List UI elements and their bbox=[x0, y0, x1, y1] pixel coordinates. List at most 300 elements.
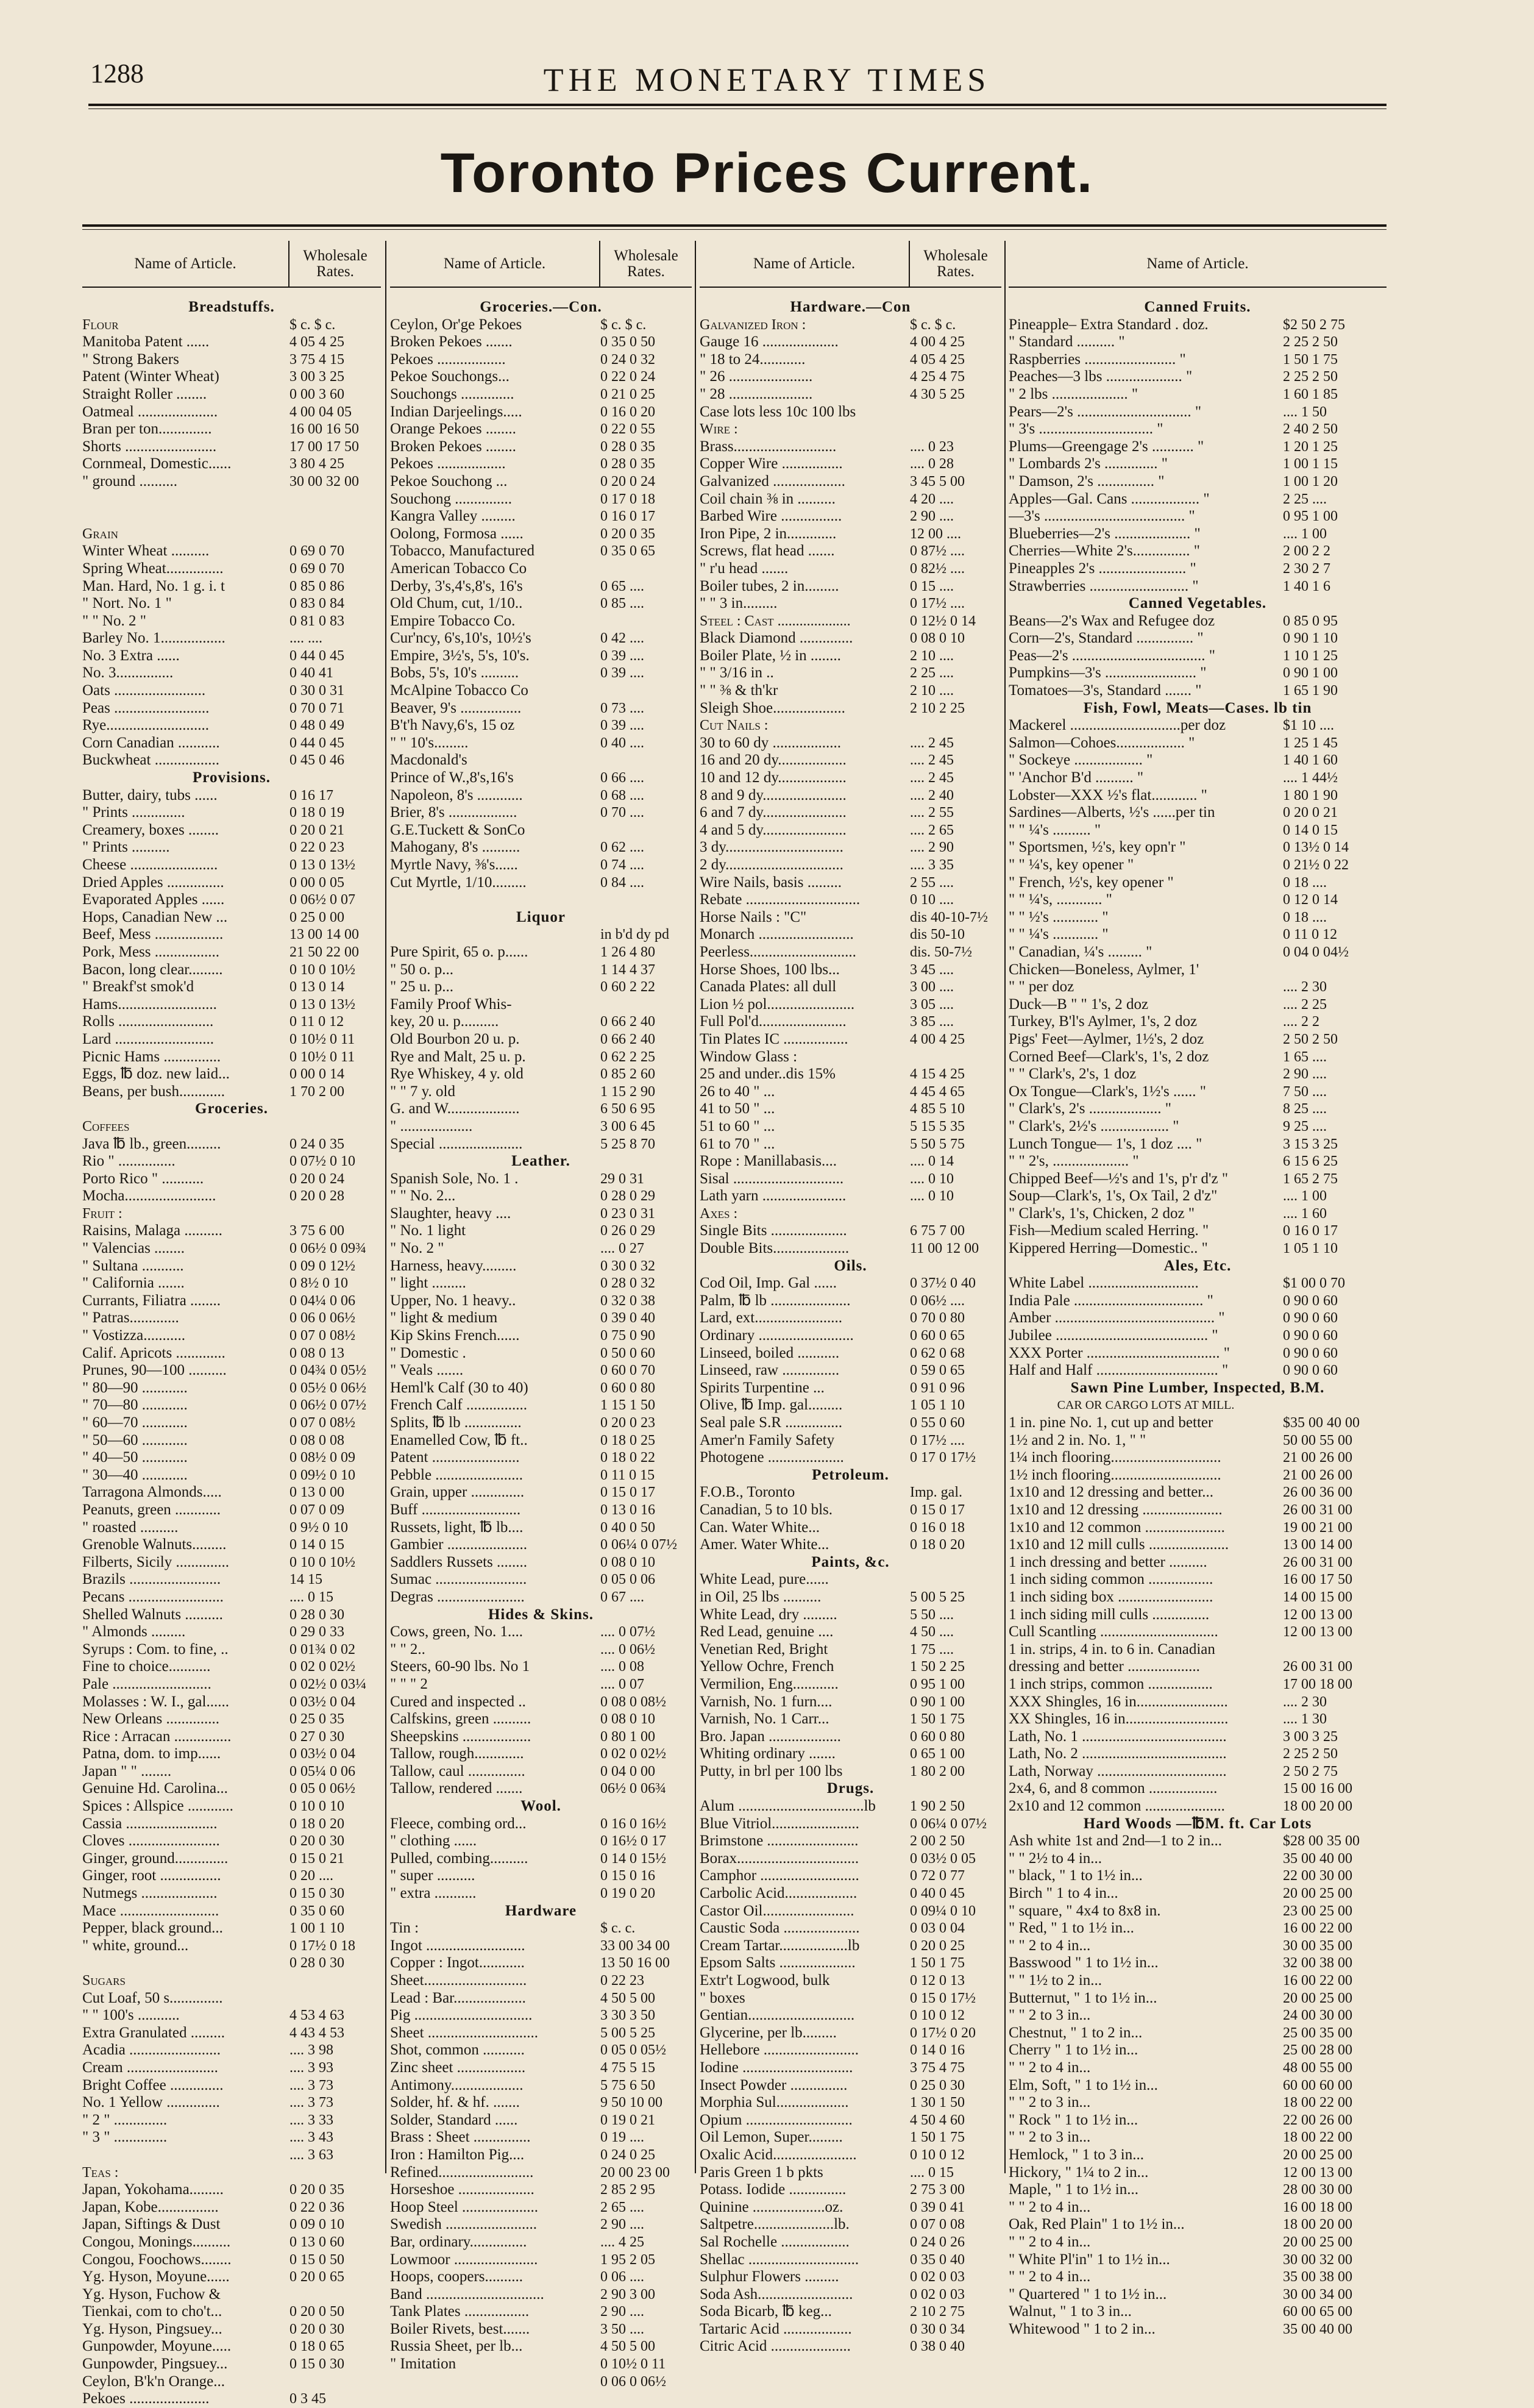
article-name: Boiler Rivets, best....... bbox=[390, 2320, 530, 2337]
column-header-name: Name of Article. bbox=[1146, 255, 1249, 272]
article-name: " " 2 to 4 in... bbox=[1009, 2233, 1091, 2250]
price-row bbox=[700, 1815, 1001, 1833]
price-row bbox=[390, 404, 692, 421]
price-row bbox=[700, 404, 1001, 421]
price-row bbox=[700, 2216, 1001, 2234]
price-row bbox=[700, 491, 1001, 508]
price-row bbox=[1009, 2059, 1387, 2077]
wholesale-rate: 0 13 0 13½ bbox=[289, 857, 355, 873]
wholesale-rate: 0 65 1 00 bbox=[910, 1746, 965, 1762]
column-header-name: Name of Article. bbox=[134, 255, 236, 272]
article-name: Prince of W.,8's,16's bbox=[390, 769, 514, 786]
article-name: Degras ....................... bbox=[390, 1588, 525, 1605]
article-name: Lunch Tongue— 1's, 1 doz .... " bbox=[1009, 1135, 1202, 1152]
wholesale-rate: 0 15 .... bbox=[910, 578, 954, 594]
wholesale-rate: 0 17½ 0 18 bbox=[289, 1937, 355, 1954]
price-row bbox=[700, 700, 1001, 718]
wholesale-rate: 1 60 1 85 bbox=[1283, 386, 1338, 402]
article-name: Corn—2's, Standard ............... " bbox=[1009, 630, 1204, 647]
article-name: " " 2 to 4 in... bbox=[1009, 2059, 1091, 2076]
price-row bbox=[1009, 1711, 1387, 1728]
wholesale-rate: 0 70 0 71 bbox=[289, 700, 344, 716]
wholesale-rate: 0 3 45 bbox=[289, 2391, 326, 2407]
price-row bbox=[82, 1623, 381, 1641]
wholesale-rate: .... 3 73 bbox=[289, 2095, 333, 2111]
price-row bbox=[700, 1623, 1001, 1641]
article-name: Boiler tubes, 2 in......... bbox=[700, 577, 839, 594]
article-name: Filberts, Sicily .............. bbox=[82, 1553, 229, 1570]
article-name: Bro. Japan ................... bbox=[700, 1728, 841, 1745]
article-name: Lowmoor ...................... bbox=[390, 2251, 538, 2268]
price-row bbox=[390, 578, 692, 596]
article-name: Upper, No. 1 heavy.. bbox=[390, 1292, 516, 1309]
price-row bbox=[82, 1694, 381, 1711]
wholesale-rate: 0 09½ 0 10 bbox=[289, 1467, 355, 1483]
price-row bbox=[700, 333, 1001, 351]
article-name: Half and Half ................................ " bbox=[1009, 1362, 1229, 1379]
wholesale-rate: 16 00 16 50 bbox=[289, 421, 359, 438]
wholesale-rate: 0 04 0 04½ bbox=[1283, 944, 1349, 960]
wholesale-rate: $ c. $ c. bbox=[910, 316, 956, 333]
article-name: Paints, &c. bbox=[811, 1553, 890, 1570]
wholesale-rate: 0 07 0 08½ bbox=[289, 1415, 355, 1431]
price-row bbox=[390, 1676, 692, 1694]
article-name: Lard .......................... bbox=[82, 1030, 214, 1047]
wholesale-rate: 13 00 14 00 bbox=[289, 927, 359, 943]
wholesale-rate: 2 50 2 50 bbox=[1283, 1031, 1338, 1047]
article-name: Cherry " 1 to 1½ in... bbox=[1009, 2042, 1138, 2059]
price-row bbox=[390, 735, 692, 752]
price-row bbox=[82, 2390, 381, 2408]
wholesale-rate: 0 05 0 06½ bbox=[289, 1781, 355, 1797]
wholesale-rate: 2 00 2 50 bbox=[910, 1833, 965, 1850]
price-row bbox=[1009, 578, 1387, 596]
wholesale-rate: 0 07 0 09 bbox=[289, 1501, 344, 1518]
wholesale-rate: 18 00 22 00 bbox=[1283, 2129, 1352, 2146]
wholesale-rate: 0 18 0 65 bbox=[289, 2339, 344, 2355]
wholesale-rate: 3 45 .... bbox=[910, 961, 954, 978]
price-row bbox=[390, 2338, 692, 2356]
wholesale-rate: .... 3 35 bbox=[910, 857, 954, 873]
section-heading bbox=[700, 1467, 1001, 1484]
article-name: Steers, 60-90 lbs. No 1 bbox=[390, 1658, 530, 1675]
price-row bbox=[700, 926, 1001, 944]
price-row bbox=[390, 2094, 692, 2112]
article-name: Broken Pekoes ....... bbox=[390, 333, 513, 351]
price-row bbox=[82, 2094, 381, 2112]
article-name: Pineapple– Extra Standard . doz. bbox=[1009, 316, 1209, 333]
price-row bbox=[390, 543, 692, 560]
wholesale-rate: 0 20 0 50 bbox=[289, 2304, 344, 2320]
article-name: Chipped Beef—½'s and 1's, p'r d'z " bbox=[1009, 1170, 1229, 1187]
price-row bbox=[1009, 1903, 1387, 1920]
article-name: India Pale .................................. " bbox=[1009, 1292, 1213, 1309]
wholesale-rate: 1 30 1 50 bbox=[910, 2095, 965, 2111]
price-row bbox=[1009, 874, 1387, 892]
article-name: Yg. Hyson, Pingsuey... bbox=[82, 2320, 222, 2337]
price-row bbox=[1009, 2007, 1387, 2025]
article-name: Rice : Arracan ............... bbox=[82, 1728, 232, 1745]
page-title: Toronto Prices Current. bbox=[440, 142, 1094, 204]
article-name: " 2 " .............. bbox=[82, 2111, 168, 2128]
article-name: Band ............................... bbox=[390, 2285, 544, 2303]
article-name: No. 3 Extra ...... bbox=[82, 647, 180, 664]
article-name: Borax................................ bbox=[700, 1850, 859, 1867]
price-row bbox=[700, 1867, 1001, 1885]
price-row bbox=[1009, 1641, 1387, 1659]
price-row bbox=[1009, 1990, 1387, 2007]
price-row bbox=[700, 2268, 1001, 2286]
wholesale-rate: 1 95 2 05 bbox=[600, 2251, 655, 2268]
price-row bbox=[700, 368, 1001, 386]
wholesale-rate: 0 07½ 0 10 bbox=[289, 1153, 355, 1170]
wholesale-rate: 5 00 5 25 bbox=[910, 1589, 965, 1605]
article-name: Peerless............................ bbox=[700, 943, 856, 960]
article-name: Wool. bbox=[520, 1798, 561, 1815]
price-row bbox=[390, 2077, 692, 2095]
wholesale-rate: 0 13 0 14 bbox=[289, 979, 344, 996]
article-name: 16 and 20 dy.................. bbox=[700, 752, 847, 769]
wholesale-rate: 0 16 0 17 bbox=[600, 508, 655, 525]
price-row bbox=[390, 1066, 692, 1083]
wholesale-rate: 0 69 0 70 bbox=[289, 560, 344, 577]
article-name: " Breakf'st smok'd bbox=[82, 978, 194, 996]
article-name: " Sockeye .................. " bbox=[1009, 752, 1153, 769]
article-name: Insect Powder ............... bbox=[700, 2076, 848, 2093]
article-name: Quinine ...................oz. bbox=[700, 2198, 843, 2215]
price-row bbox=[700, 1728, 1001, 1746]
price-row bbox=[82, 1467, 381, 1484]
wholesale-rate: 0 03½ 0 04 bbox=[289, 1746, 355, 1762]
article-name: " " 2's, .................... " bbox=[1009, 1153, 1139, 1170]
article-name: Raspberries ........................ " bbox=[1009, 351, 1186, 368]
article-name: Canned Fruits. bbox=[1144, 299, 1251, 315]
section-heading bbox=[82, 769, 381, 787]
wholesale-rate: 0 16 17 bbox=[289, 787, 333, 803]
price-row bbox=[1009, 978, 1387, 996]
wholesale-rate: 0 09 0 12½ bbox=[289, 1258, 355, 1274]
section-heading bbox=[390, 1606, 692, 1624]
article-name: Rye Whiskey, 4 y. old bbox=[390, 1066, 524, 1083]
price-row bbox=[700, 839, 1001, 857]
article-name: Pekoes ..................... bbox=[82, 2390, 210, 2407]
price-row bbox=[82, 1798, 381, 1815]
wholesale-rate: 26 00 36 00 bbox=[1283, 1484, 1352, 1501]
wholesale-rate: 0 60 0 80 bbox=[600, 1380, 655, 1396]
wholesale-rate: .... 3 98 bbox=[289, 2042, 333, 2059]
price-row bbox=[390, 1222, 692, 1240]
price-row bbox=[700, 1049, 1001, 1066]
price-row bbox=[82, 1309, 381, 1327]
article-name: " White Pl'in" 1 to 1½ in... bbox=[1009, 2251, 1170, 2268]
article-name: New Orleans .............. bbox=[82, 1711, 219, 1728]
article-name: Gentian............................ bbox=[700, 2007, 855, 2024]
article-name: Antimony................... bbox=[390, 2076, 524, 2093]
price-row bbox=[390, 2321, 692, 2339]
article-name: Basswood " 1 to 1½ in... bbox=[1009, 1954, 1159, 1972]
wholesale-rate: 0 28 0 30 bbox=[289, 1955, 344, 1972]
wholesale-rate: .... 2 2 bbox=[1283, 1014, 1319, 1030]
article-name: Lath yarn ...................... bbox=[700, 1188, 847, 1205]
article-name: Can. Water White... bbox=[700, 1519, 820, 1536]
article-name: —3's ..................................... " bbox=[1009, 508, 1195, 525]
wholesale-rate: 5 00 5 25 bbox=[600, 2025, 655, 2041]
article-name: Wire : bbox=[700, 421, 738, 438]
column-divider bbox=[695, 241, 696, 2173]
price-row bbox=[390, 857, 692, 874]
price-row bbox=[390, 2373, 692, 2391]
article-name: Buckwheat ................. bbox=[82, 752, 219, 769]
article-name: " roasted .......... bbox=[82, 1519, 179, 1536]
price-row bbox=[82, 1536, 381, 1554]
category-row bbox=[82, 525, 381, 543]
article-name: Syrups : Com. to fine, .. bbox=[82, 1640, 229, 1658]
price-row bbox=[82, 1049, 381, 1066]
price-row bbox=[82, 1066, 381, 1083]
article-name: Pulled, combing.......... bbox=[390, 1850, 528, 1867]
price-row bbox=[390, 2216, 692, 2234]
wholesale-rate: 1 50 1 75 bbox=[910, 1955, 965, 1972]
article-name: Walnut, " 1 to 3 in... bbox=[1009, 2303, 1132, 2320]
wholesale-rate: .... 0 10 bbox=[910, 1188, 954, 1205]
wholesale-rate: 35 00 40 00 bbox=[1283, 2321, 1352, 2337]
price-row bbox=[700, 961, 1001, 979]
article-name: Sisal ............................. bbox=[700, 1170, 844, 1187]
wholesale-rate: 0 90 0 60 bbox=[1283, 1292, 1338, 1309]
wholesale-rate: 0 37½ 0 40 bbox=[910, 1275, 976, 1292]
price-column-4 bbox=[1009, 241, 1387, 2338]
wholesale-rate: 0 15 0 16 bbox=[600, 1868, 655, 1884]
article-name: Heml'k Calf (30 to 40) bbox=[390, 1379, 528, 1396]
wholesale-rate: 0 06½ 0 07 bbox=[289, 892, 355, 908]
price-row bbox=[82, 664, 381, 682]
wholesale-rate: 0 39 .... bbox=[600, 665, 644, 682]
price-row bbox=[82, 2007, 381, 2025]
article-name: Camphor .......................... bbox=[700, 1867, 859, 1884]
price-row bbox=[390, 1728, 692, 1746]
price-row bbox=[1009, 1676, 1387, 1694]
wholesale-rate: 0 62 2 25 bbox=[600, 1049, 655, 1065]
article-name: Canada Plates: all dull bbox=[700, 978, 837, 996]
article-name: " Imitation bbox=[390, 2356, 456, 2373]
article-name: Strawberries .......................... " bbox=[1009, 577, 1199, 594]
article-name: Lard, ext....................... bbox=[700, 1309, 842, 1327]
article-name: Tank Plates ................. bbox=[390, 2303, 530, 2320]
column-header-rates: Wholesale Rates. bbox=[599, 241, 692, 287]
wholesale-rate: 1 10 1 25 bbox=[1283, 647, 1338, 664]
price-row bbox=[82, 630, 381, 647]
price-row bbox=[700, 2077, 1001, 2095]
price-row bbox=[700, 769, 1001, 787]
wholesale-rate: .... 0 15 bbox=[910, 2164, 954, 2181]
price-row bbox=[700, 822, 1001, 839]
article-name: Liquor bbox=[516, 908, 566, 925]
article-name: Grain, upper .............. bbox=[390, 1484, 525, 1501]
article-name: White Lead, pure...... bbox=[700, 1571, 829, 1588]
price-row bbox=[700, 1118, 1001, 1136]
wholesale-rate: 0 8½ 0 10 bbox=[289, 1275, 348, 1292]
wholesale-rate: .... 0 10 bbox=[910, 1170, 954, 1187]
article-name: Rope : Manillabasis.... bbox=[700, 1153, 837, 1170]
article-name: Soup—Clark's, 1's, Ox Tail, 2 d'z" bbox=[1009, 1188, 1218, 1205]
article-name: Canned Vegetables. bbox=[1128, 595, 1267, 612]
article-name: Teas : bbox=[82, 2164, 119, 2181]
article-name: Olive, ℔ Imp. gal......... bbox=[700, 1397, 843, 1414]
price-row bbox=[1009, 2042, 1387, 2059]
article-name: Mace .......................... bbox=[82, 1902, 219, 1919]
wholesale-rate: 06½ 0 06¾ bbox=[600, 1781, 666, 1797]
wholesale-rate: 16 00 18 00 bbox=[1283, 2199, 1352, 2215]
price-row bbox=[390, 717, 692, 735]
article-name: " " 7 y. old bbox=[390, 1083, 455, 1100]
article-name: Kippered Herring—Domestic.. " bbox=[1009, 1240, 1208, 1257]
wholesale-rate: 28 00 30 00 bbox=[1283, 2182, 1352, 2198]
wholesale-rate: 0 17 0 17½ bbox=[910, 1450, 976, 1466]
article-name: Ox Tongue—Clark's, 1½'s ...... " bbox=[1009, 1083, 1206, 1100]
wholesale-rate: 0 05 0 06 bbox=[600, 1572, 655, 1588]
wholesale-rate: 21 00 26 00 bbox=[1283, 1450, 1352, 1466]
price-row bbox=[1009, 560, 1387, 578]
price-row bbox=[82, 1711, 381, 1728]
price-row bbox=[700, 1676, 1001, 1694]
wholesale-rate: 5 25 8 70 bbox=[600, 1136, 655, 1152]
wholesale-rate: 0 18 .... bbox=[1283, 909, 1327, 925]
article-name: Harness, heavy......... bbox=[390, 1257, 517, 1274]
price-row bbox=[1009, 1972, 1387, 1990]
price-row bbox=[82, 874, 381, 892]
article-name: " 70—80 ............ bbox=[82, 1397, 188, 1414]
price-row bbox=[82, 2234, 381, 2251]
price-row bbox=[390, 2059, 692, 2077]
article-name: 51 to 60 " ... bbox=[700, 1117, 775, 1135]
wholesale-rate: 2 90 .... bbox=[600, 2217, 644, 2233]
article-name: " Rock " 1 to 1½ in... bbox=[1009, 2111, 1138, 2128]
price-row bbox=[1009, 404, 1387, 421]
price-row bbox=[82, 787, 381, 805]
article-name: Grenoble Walnuts......... bbox=[82, 1536, 227, 1553]
article-name: Photogene .................... bbox=[700, 1449, 844, 1466]
article-name: Buff .......................... bbox=[390, 1501, 521, 1518]
price-row bbox=[390, 1449, 692, 1467]
price-row bbox=[390, 1972, 692, 1990]
wholesale-rate: 2 10 2 25 bbox=[910, 700, 965, 716]
price-row bbox=[82, 2059, 381, 2077]
wholesale-rate: 32 00 38 00 bbox=[1283, 1955, 1352, 1972]
wholesale-rate: 0 03 0 04 bbox=[910, 1920, 965, 1937]
article-name: Soda Ash......................... bbox=[700, 2285, 853, 2303]
wholesale-rate: 5 50 .... bbox=[910, 1606, 954, 1623]
article-name: Orange Pekoes ........ bbox=[390, 421, 516, 438]
wholesale-rate: 60 00 65 00 bbox=[1283, 2304, 1352, 2320]
wholesale-rate: 2 25 .... bbox=[910, 665, 954, 682]
wholesale-rate: 0 50 0 60 bbox=[600, 1345, 655, 1361]
wholesale-rate: 4 50 5 00 bbox=[600, 1990, 655, 2006]
price-row bbox=[390, 2146, 692, 2164]
wholesale-rate: 2 65 .... bbox=[600, 2199, 644, 2215]
price-row bbox=[700, 1850, 1001, 1868]
wholesale-rate: 2 90 .... bbox=[910, 508, 954, 525]
article-name: Provisions. bbox=[193, 769, 271, 786]
wholesale-rate: 0 91 0 96 bbox=[910, 1380, 965, 1396]
header-rule bbox=[88, 104, 1387, 106]
price-row bbox=[1009, 1745, 1387, 1763]
column-header-rates: Wholesale Rates. bbox=[288, 241, 381, 287]
wholesale-rate: 0 62 .... bbox=[600, 839, 644, 856]
article-name: Old Chum, cut, 1/10.. bbox=[390, 595, 523, 612]
price-row bbox=[700, 1484, 1001, 1501]
wholesale-rate: 1 00 1 20 bbox=[1283, 473, 1338, 490]
wholesale-rate: 0 95 1 00 bbox=[910, 1676, 965, 1692]
article-name: Kip Skins French...... bbox=[390, 1327, 520, 1344]
price-row bbox=[82, 1850, 381, 1868]
wholesale-rate: 21 00 26 00 bbox=[1283, 1467, 1352, 1483]
article-name: Petroleum. bbox=[812, 1466, 889, 1483]
price-row bbox=[700, 1658, 1001, 1676]
wholesale-rate: 24 00 30 00 bbox=[1283, 2007, 1352, 2024]
price-row bbox=[390, 2129, 692, 2146]
wholesale-rate: 0 73 .... bbox=[600, 700, 644, 716]
wholesale-rate: .... 1 60 bbox=[1283, 1205, 1327, 1222]
price-row bbox=[390, 1345, 692, 1363]
wholesale-rate: 12 00 13 00 bbox=[1283, 2164, 1352, 2181]
price-row bbox=[82, 2077, 381, 2095]
price-row bbox=[700, 1031, 1001, 1049]
section-heading bbox=[700, 299, 1001, 316]
wholesale-rate: 18 00 20 00 bbox=[1283, 2217, 1352, 2233]
wholesale-rate: 0 84 .... bbox=[600, 874, 644, 891]
price-row bbox=[700, 2112, 1001, 2129]
wholesale-rate: 0 04¾ 0 05½ bbox=[289, 1363, 366, 1379]
article-name: Brier, 8's .................. bbox=[390, 804, 517, 821]
price-row bbox=[700, 1100, 1001, 1118]
article-name: 41 to 50 " ... bbox=[700, 1100, 775, 1117]
price-row bbox=[700, 1833, 1001, 1850]
price-row bbox=[1009, 2303, 1387, 2321]
wholesale-rate: .... 3 63 bbox=[289, 2146, 333, 2163]
price-row bbox=[1009, 1728, 1387, 1746]
price-row bbox=[82, 1589, 381, 1606]
wholesale-rate: $2 50 2 75 bbox=[1283, 316, 1345, 333]
wholesale-rate: 2 25 2 50 bbox=[1283, 1746, 1338, 1762]
article-name: Hardware bbox=[505, 1902, 577, 1919]
article-name: " " 2 to 4 in... bbox=[1009, 1937, 1091, 1954]
price-row bbox=[82, 2129, 381, 2146]
column-header bbox=[700, 241, 1001, 288]
article-name: " 28 ...................... bbox=[700, 385, 813, 402]
page-number: 1288 bbox=[90, 59, 144, 88]
price-row bbox=[700, 1798, 1001, 1815]
price-row bbox=[700, 1972, 1001, 1990]
wholesale-rate: 0 06½ .... bbox=[910, 1292, 965, 1309]
article-name: Carbolic Acid................... bbox=[700, 1885, 858, 1902]
price-row bbox=[390, 1136, 692, 1153]
article-name: Brass........................... bbox=[700, 438, 837, 455]
price-row bbox=[700, 857, 1001, 874]
wholesale-rate: 0 20 0 28 bbox=[289, 1188, 344, 1205]
section-heading bbox=[1009, 1815, 1387, 1833]
price-row bbox=[1009, 1153, 1387, 1170]
wholesale-rate: 4 25 4 75 bbox=[910, 369, 965, 385]
price-row bbox=[1009, 2129, 1387, 2146]
wholesale-rate: 0 19 .... bbox=[600, 2129, 644, 2146]
price-row bbox=[1009, 1275, 1387, 1292]
article-name: Hemlock, " 1 to 3 in... bbox=[1009, 2146, 1144, 2163]
wholesale-rate: 0 90 0 60 bbox=[1283, 1363, 1338, 1379]
article-name: Creamery, boxes ........ bbox=[82, 821, 219, 838]
wholesale-rate: 26 00 31 00 bbox=[1283, 1501, 1352, 1518]
price-row bbox=[390, 1432, 692, 1450]
price-row bbox=[390, 2007, 692, 2025]
